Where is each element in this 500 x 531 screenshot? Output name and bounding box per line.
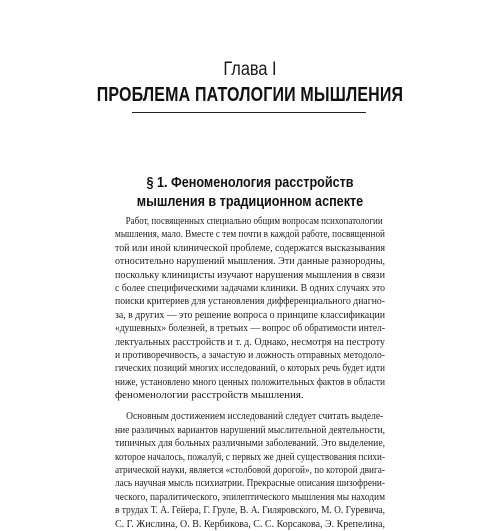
text-line: в трудах Т. А. Гейера, Г. Груле, В. А. Гиляровского, М. О. Гуревича, xyxy=(115,504,386,517)
section-title xyxy=(40,173,460,211)
section-title-line-2: мышления в традиционном аспекте xyxy=(136,193,364,210)
text-line: феноменологии расстройств мышления. xyxy=(115,389,304,402)
text-line: лась научная мысль психиатрии. Прекрасные описания шизофрени- xyxy=(115,477,385,490)
text-line: лектуальных расстройств и т. д. Однако, несмотря на пестроту xyxy=(115,335,385,348)
text-line: гических позиций многих исследований, о которых речь будет идти xyxy=(115,362,386,375)
chapter-title: ПРОБЛЕМА ПАТОЛОГИИ МЫШЛЕНИЯ xyxy=(96,84,404,106)
text-line: ческого, паралитического, эпилептического мышления мы находим xyxy=(115,490,386,503)
text-line: поиски критериев для установления дифференциального диагно- xyxy=(115,295,385,308)
text-line: относительно нарушений мышления. Эти данные разнородны, xyxy=(115,255,386,268)
text-line: типичных для больных различными заболеваний. Это выделение, xyxy=(115,437,386,450)
text-line: той или иной клинической проблеме, содержатся высказывания xyxy=(115,241,386,254)
text-line: и противоречивость, а зачастую и ложность отправных методоло- xyxy=(115,348,386,361)
text-line: ниже, установлено много ценных положительных фактов в области xyxy=(115,375,386,388)
paragraph-2 xyxy=(115,410,385,531)
chapter-label: Глава I xyxy=(223,59,277,80)
text-line: Основным достижением исследований следует считать выделе- xyxy=(126,410,384,423)
paragraph-1 xyxy=(115,215,385,402)
text-line: мышления, мало. Вместе с тем почти в каждой работе, посвященной xyxy=(115,228,385,241)
text-line: «душевных» болезней, в третьих — вопрос об обратимости интел- xyxy=(115,322,385,335)
text-line: атрической науки, является «столбовой дорогой», по которой двига- xyxy=(115,464,385,477)
body-text xyxy=(115,215,385,531)
text-line: Работ, посвященных специально общим вопросам психопатологии xyxy=(125,215,383,227)
chapter-title-rule xyxy=(132,112,366,113)
text-line: за, в других — это решение вопроса о принципе классификации xyxy=(115,308,385,321)
text-line: которое началось, пожалуй, с первых же дней существования психи- xyxy=(115,450,386,463)
text-line: С. Г. Жислина, О. В. Кербикова, С. С. Корсакова, Э. Крепелина, xyxy=(115,517,385,530)
text-line: ние различных вариантов нарушений мыслительной деятельности, xyxy=(115,423,386,436)
section-title-line-1: § 1. Феноменология расстройств xyxy=(146,174,354,191)
text-line: поскольку клиницисты изучают нарушения мышления в связи xyxy=(115,268,386,281)
text-line: с более специфическими задачами клиники. В одних случаях это xyxy=(115,281,385,294)
